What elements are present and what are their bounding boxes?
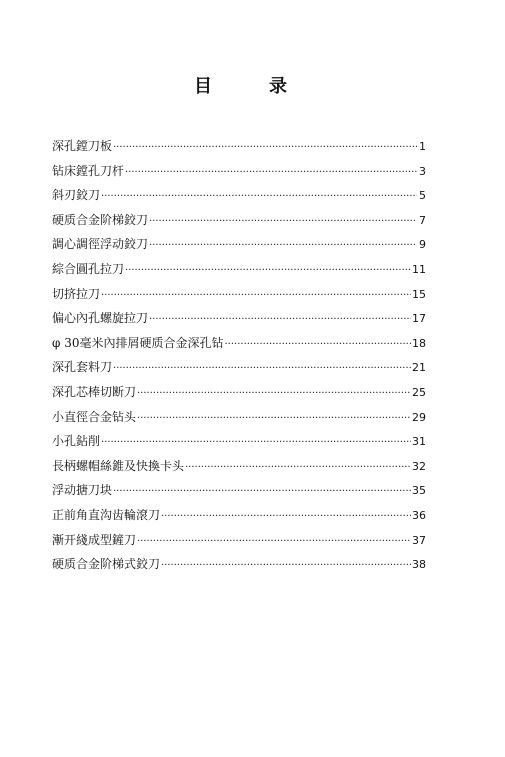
toc-entry[interactable] xyxy=(52,183,426,208)
dot-leader xyxy=(101,284,411,309)
dot-leader xyxy=(125,259,411,284)
toc-entry-title: 斜刃鉸刀 xyxy=(52,188,101,203)
dot-leader xyxy=(101,185,417,210)
toc-page-number: 1 xyxy=(419,140,426,153)
toc-page-number: 18 xyxy=(412,336,426,350)
toc-page-number: 25 xyxy=(412,385,426,399)
toc-entry-title: φ 30毫米內排屑硬质合金深孔钻 xyxy=(52,335,224,350)
dot-leader xyxy=(113,136,417,161)
toc-page-number: 9 xyxy=(419,238,426,252)
dot-leader xyxy=(137,382,411,407)
toc-page-number: 5 xyxy=(419,189,426,203)
toc-entry-title: 漸开綫成型鏟刀 xyxy=(52,532,137,547)
toc-page-number: 37 xyxy=(412,533,426,547)
toc-entry[interactable] xyxy=(52,380,426,405)
toc-entry[interactable] xyxy=(52,528,426,553)
table-of-contents xyxy=(52,134,426,577)
toc-entry-title: 小直徑合金钻头 xyxy=(52,409,137,424)
dot-leader xyxy=(113,480,411,505)
toc-entry[interactable] xyxy=(52,257,426,282)
title-char-2: 录 xyxy=(269,76,287,97)
toc-entry[interactable] xyxy=(52,331,426,356)
toc-page-number: 3 xyxy=(419,164,426,178)
toc-entry[interactable] xyxy=(52,282,426,307)
toc-page-number: 7 xyxy=(419,213,426,227)
toc-page-number: 21 xyxy=(412,361,426,375)
toc-entry-title: 深孔鏜刀板 xyxy=(52,139,113,153)
toc-page-number: 32 xyxy=(412,459,426,473)
toc-entry[interactable] xyxy=(52,478,426,503)
dot-leader xyxy=(225,333,412,358)
dot-leader xyxy=(149,234,417,259)
toc-entry[interactable] xyxy=(52,306,426,331)
toc-entry-title: 深孔芯棒切断刀 xyxy=(52,384,137,399)
toc-entry-title: 小孔鉆削 xyxy=(52,434,101,449)
toc-entry[interactable] xyxy=(52,134,426,159)
toc-entry-title: 钻床鏜孔刀杆 xyxy=(52,163,125,178)
toc-page-number: 31 xyxy=(412,435,426,449)
toc-page-number: 35 xyxy=(412,484,426,498)
toc-entry-title: 深孔套料刀 xyxy=(52,360,113,375)
toc-entry[interactable] xyxy=(52,552,426,577)
dot-leader xyxy=(161,505,411,530)
toc-entry[interactable] xyxy=(52,405,426,430)
toc-entry-title: 硬质合金阶梯式鉸刀 xyxy=(52,557,161,572)
toc-page-number: 38 xyxy=(412,558,426,572)
toc-entry-title: 切挤拉刀 xyxy=(52,286,101,301)
toc-entry-title: 長柄螺帽絲錐及快換卡头 xyxy=(52,458,185,473)
toc-entry-title: 調心調徑浮动鉸刀 xyxy=(52,237,149,252)
toc-entry[interactable] xyxy=(52,355,426,380)
toc-entry-title: 浮动搪刀块 xyxy=(52,483,113,498)
dot-leader xyxy=(125,161,417,186)
dot-leader xyxy=(113,357,411,382)
dot-leader xyxy=(185,456,411,481)
toc-entry-title: 綜合圓孔拉刀 xyxy=(52,261,125,276)
dot-leader xyxy=(149,210,417,235)
toc-entry[interactable] xyxy=(52,232,426,257)
toc-page-number: 17 xyxy=(412,312,426,326)
toc-page-number: 15 xyxy=(412,287,426,301)
toc-page-number: 11 xyxy=(412,262,426,276)
dot-leader xyxy=(137,530,411,555)
toc-entry[interactable] xyxy=(52,159,426,184)
toc-entry-title: 硬质合金阶梯鉸刀 xyxy=(52,212,149,227)
dot-leader xyxy=(161,554,411,579)
title-char-1: 目 xyxy=(194,76,212,97)
toc-page-number: 36 xyxy=(412,508,426,522)
toc-entry-title: 偏心內孔螺旋拉刀 xyxy=(52,311,149,326)
toc-entry[interactable] xyxy=(52,208,426,233)
dot-leader xyxy=(149,308,411,333)
toc-entry[interactable] xyxy=(52,454,426,479)
dot-leader xyxy=(101,431,411,456)
toc-entry[interactable] xyxy=(52,429,426,454)
toc-entry[interactable] xyxy=(52,503,426,528)
dot-leader xyxy=(137,407,411,432)
toc-entry-title: 正前角直沟齿輪滾刀 xyxy=(52,507,161,522)
toc-page-number: 29 xyxy=(412,410,426,424)
